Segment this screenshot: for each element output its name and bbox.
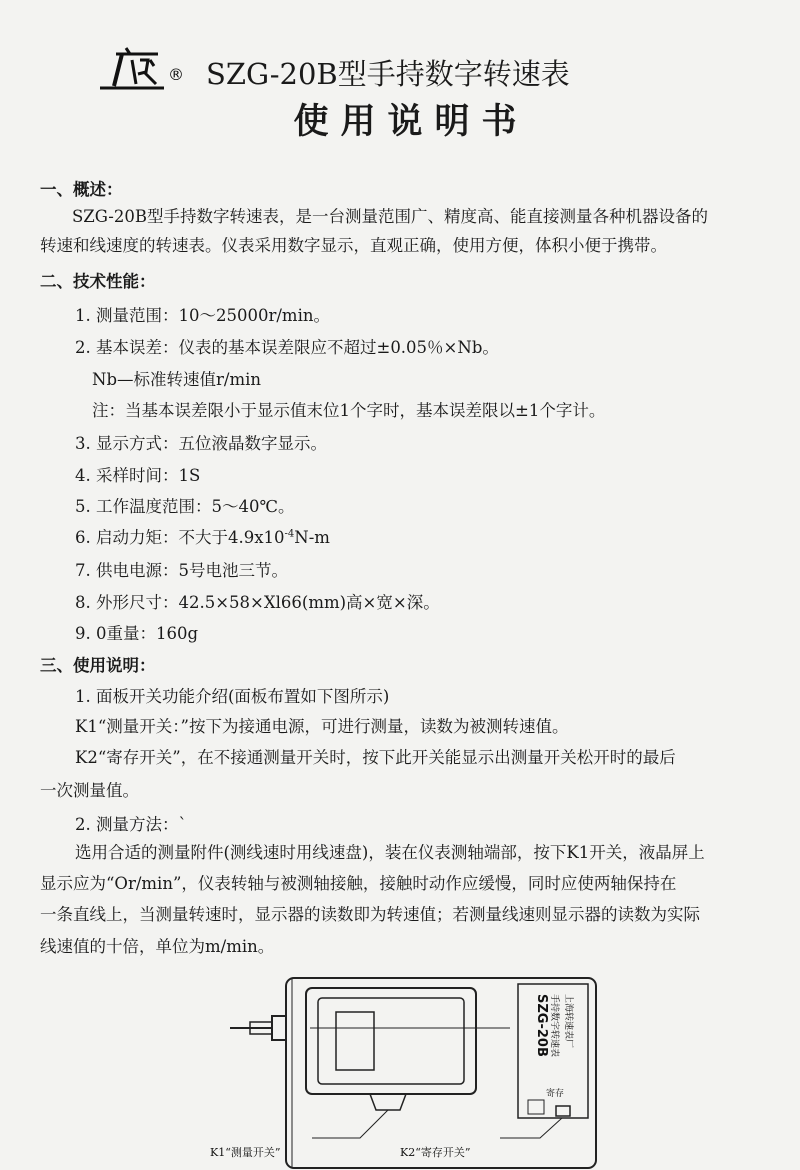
section-1-heading: 一、概述： bbox=[40, 180, 123, 199]
k2-label: K2“寄存开关” bbox=[400, 1146, 471, 1159]
spec-2-note-2: 注：当基本误差限小于显示值末位1个字时，基本误差限以±1个字计。 bbox=[92, 401, 606, 420]
spec-5: 5. 工作温度范围：5～40℃。 bbox=[75, 497, 295, 516]
spec-1: 1. 测量范围：10～25000r/min。 bbox=[75, 306, 330, 325]
spec-9: 9. 0重量：160g bbox=[75, 624, 199, 643]
spec-2: 2. 基本误差：仪表的基本误差限应不超过±0.05％×Nb。 bbox=[75, 338, 499, 357]
doc-title: 使用说明书 bbox=[293, 101, 529, 142]
spec-3: 3. 显示方式：五位液晶数字显示。 bbox=[75, 434, 327, 453]
shaft-collar bbox=[272, 1016, 286, 1040]
spec-8: 8. 外形尺寸：42.5×58×Xl66(mm)高×宽×深。 bbox=[75, 593, 440, 612]
model-subtitle: 手持数字转速表 bbox=[549, 994, 559, 1058]
device-diagram bbox=[210, 960, 630, 1170]
display-recess bbox=[306, 988, 476, 1094]
k1-label: K1“测量开关” bbox=[210, 1146, 281, 1159]
small-logo bbox=[528, 1100, 544, 1114]
section-2-heading: 二、技术性能： bbox=[40, 272, 156, 291]
k2-button bbox=[556, 1106, 570, 1116]
display-frame bbox=[318, 998, 464, 1084]
usage-2-line-2: 显示应为“Or/min”，仪表转轴与被测轴接触，接触时动作应缓慢，同时应使两轴保持在 bbox=[40, 874, 677, 893]
spec-6-unit: N-m bbox=[294, 528, 330, 547]
spec-2-note-1: Nb—标准转速值r/min bbox=[92, 370, 261, 389]
section-3-heading: 三、使用说明： bbox=[40, 656, 156, 675]
lcd-screen bbox=[336, 1012, 374, 1070]
spec-6-exponent: -4 bbox=[284, 528, 295, 540]
k1-leader bbox=[312, 1110, 388, 1138]
maker-label: 上海转速表厂 bbox=[563, 994, 573, 1049]
usage-2-line-3: 一条直线上，当测量转速时，显示器的读数即为转速值；若测量线速则显示器的读数为实际 bbox=[40, 905, 700, 924]
spec-7: 7. 供电电源：5号电池三节。 bbox=[75, 561, 288, 580]
usage-2: 2. 测量方法：` bbox=[75, 815, 187, 834]
brand-logo bbox=[100, 44, 192, 94]
usage-1-k2-line-2: 一次测量值。 bbox=[40, 781, 139, 800]
spec-6 bbox=[75, 528, 330, 548]
usage-1: 1. 面板开关功能介绍(面板布置如下图所示) bbox=[75, 687, 390, 706]
model-label: SZG-20B bbox=[534, 994, 549, 1057]
brand-title: SZG-20B型手持数字转速表 bbox=[206, 57, 570, 91]
registered-mark: ® bbox=[168, 65, 184, 84]
k2-panel-text: 寄存 bbox=[546, 1089, 565, 1099]
usage-2-line-1: 选用合适的测量附件(测线速时用线速盘)，装在仪表测轴端部，按下K1开关，液晶屏上 bbox=[75, 843, 705, 862]
usage-1-k2-line-1: K2“寄存开关”，在不接通测量开关时，按下此开关能显示出测量开关松开时的最后 bbox=[75, 748, 676, 767]
usage-2-line-4: 线速值的十倍，单位为m/min。 bbox=[40, 937, 275, 956]
k2-leader bbox=[500, 1118, 562, 1138]
usage-1-k1: K1“测量开关：”按下为接通电源，可进行测量，读数为被测转速值。 bbox=[75, 717, 569, 736]
section-1-line-2: 转速和线速度的转速表。仪表采用数字显示，直观正确，使用方便，体积小便于携带。 bbox=[40, 236, 667, 255]
k1-button bbox=[370, 1094, 406, 1110]
spec-4: 4. 采样时间：1S bbox=[75, 466, 201, 485]
spec-6-pre: 6. 启动力矩：不大于4.9x10 bbox=[75, 528, 285, 547]
section-1-line-1: SZG-20B型手持数字转速表，是一台测量范围广、精度高、能直接测量各种机器设备的 bbox=[72, 207, 708, 226]
